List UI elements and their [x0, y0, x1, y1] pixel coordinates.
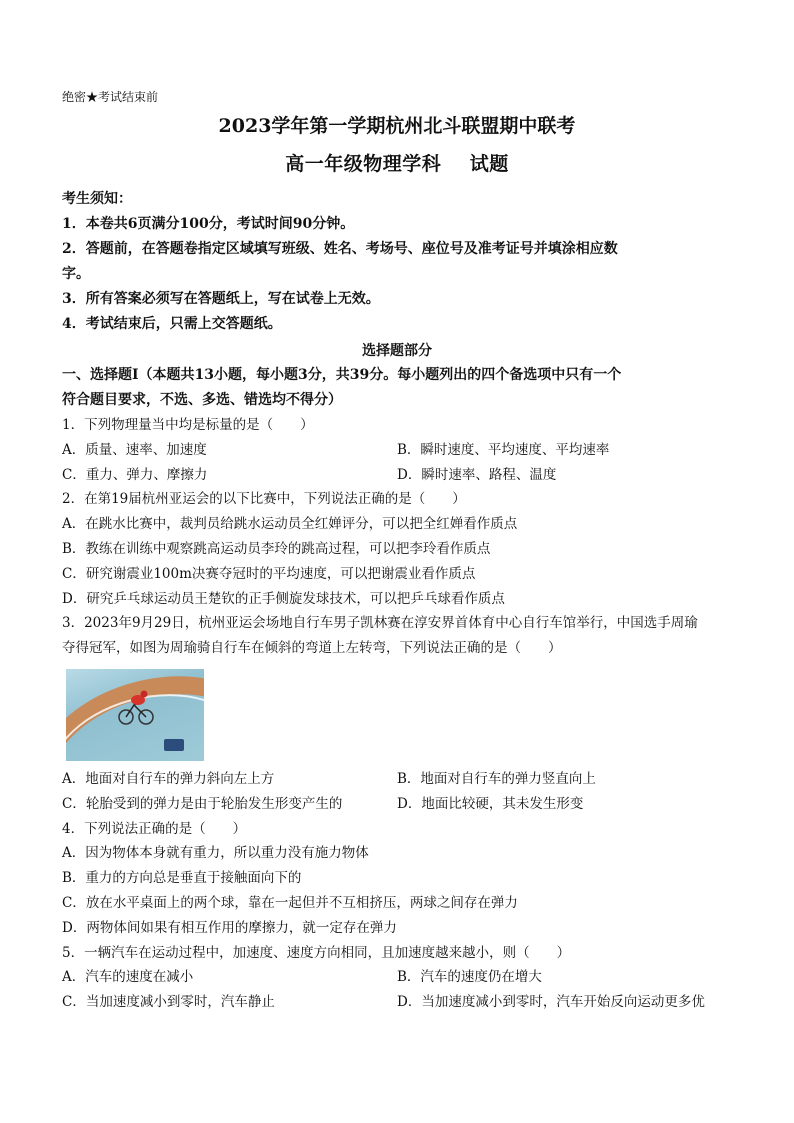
question-2-stem: 2．在第19届杭州亚运会的以下比赛中，下列说法正确的是（ ）	[62, 491, 466, 508]
question-3-stem: 夺得冠军，如图为周瑜骑自行车在倾斜的弯道上左转弯，下列说法正确的是（ ）	[62, 640, 562, 657]
option-c: C．研究谢震业100m决赛夺冠时的平均速度，可以把谢震业看作质点	[62, 565, 476, 582]
question-3-options-row	[62, 792, 732, 817]
option-a: A．汽车的速度在减小	[62, 969, 194, 986]
section-instruction: 符合题目要求，不选、多选、错选均不得分）	[62, 392, 342, 408]
option-d: D．研究乒乓球运动员王楚钦的正手侧旋发球技术，可以把乒乓球看作质点	[62, 590, 505, 607]
option-a: A．地面对自行车的弹力斜向左上方	[62, 770, 275, 787]
cyclist-photo	[66, 669, 204, 761]
notice-heading: 考生须知：	[62, 191, 132, 207]
option-b: B．瞬时速度、平均速度、平均速率	[397, 441, 610, 458]
cyclist-icon	[118, 687, 154, 727]
notice-item: 2．答题前，在答题卷指定区域填写班级、姓名、考场号、座位号及准考证号并填涂相应数	[62, 241, 618, 257]
question-5-options-row	[62, 965, 732, 990]
question-4-stem: 4．下列说法正确的是（ ）	[62, 820, 247, 837]
question-1-options-row	[62, 463, 732, 488]
option-c: C．当加速度减小到零时，汽车静止	[62, 994, 275, 1011]
option-b: B．教练在训练中观察跳高运动员李玲的跳高过程，可以把李玲看作质点	[62, 540, 491, 557]
option-d: D．地面比较硬，其未发生形变	[397, 795, 584, 812]
exam-page	[62, 88, 732, 1015]
confidential-label: 绝密★考试结束前	[62, 90, 159, 104]
option-d: D．两物体间如果有相互作用的摩擦力，就一定存在弹力	[62, 919, 397, 936]
option-a: A．因为物体本身就有重力，所以重力没有施力物体	[62, 845, 369, 862]
option-a: A．质量、速率、加速度	[62, 441, 207, 458]
broadcast-logo	[164, 739, 184, 751]
option-a: A．在跳水比赛中，裁判员给跳水运动员全红婵评分，可以把全红婵看作质点	[62, 516, 518, 533]
option-b: B．地面对自行车的弹力竖直向上	[397, 770, 596, 787]
option-c: C．放在水平桌面上的两个球，靠在一起但并不互相挤压，两球之间存在弹力	[62, 894, 518, 911]
exam-title: 2023学年第一学期杭州北斗联盟期中联考	[218, 115, 576, 137]
option-b: B．重力的方向总是垂直于接触面向下的	[62, 870, 302, 887]
question-3-options-row	[62, 767, 732, 792]
option-b: B．汽车的速度仍在增大	[397, 969, 542, 986]
notice-item: 3．所有答案必须写在答题纸上，写在试卷上无效。	[62, 291, 380, 307]
option-c: C．轮胎受到的弹力是由于轮胎发生形变产生的	[62, 795, 343, 812]
question-5-stem: 5．一辆汽车在运动过程中，加速度、速度方向相同，且加速度越来越小，则（ ）	[62, 944, 571, 961]
option-d: D．瞬时速率、路程、温度	[397, 466, 557, 483]
section-title: 选择题部分	[362, 343, 432, 359]
notice-item: 字。	[62, 266, 90, 282]
notice-item: 4．考试结束后，只需上交答题纸。	[62, 316, 282, 332]
question-1-options-row	[62, 438, 732, 463]
question-3-stem: 3．2023年9月29日，杭州亚运会场地自行车男子凯林赛在淳安界首体育中心自行车馆举行，中国选手周瑜	[62, 615, 698, 632]
notice-item: 1．本卷共6页满分100分，考试时间90分钟。	[62, 216, 355, 232]
section-instruction: 一、选择题Ⅰ（本题共13小题，每小题3分，共39分。每小题列出的四个备选项中只有一个	[62, 367, 622, 383]
question-1-stem: 1．下列物理量当中均是标量的是（ ）	[62, 417, 314, 433]
question-5-options-row	[62, 990, 732, 1015]
exam-subtitle: 高一年级物理学科 试题	[285, 153, 509, 175]
option-c: C．重力、弹力、摩擦力	[62, 466, 208, 483]
option-d: D．当加速度减小到零时，汽车开始反向运动更多优	[397, 994, 705, 1011]
